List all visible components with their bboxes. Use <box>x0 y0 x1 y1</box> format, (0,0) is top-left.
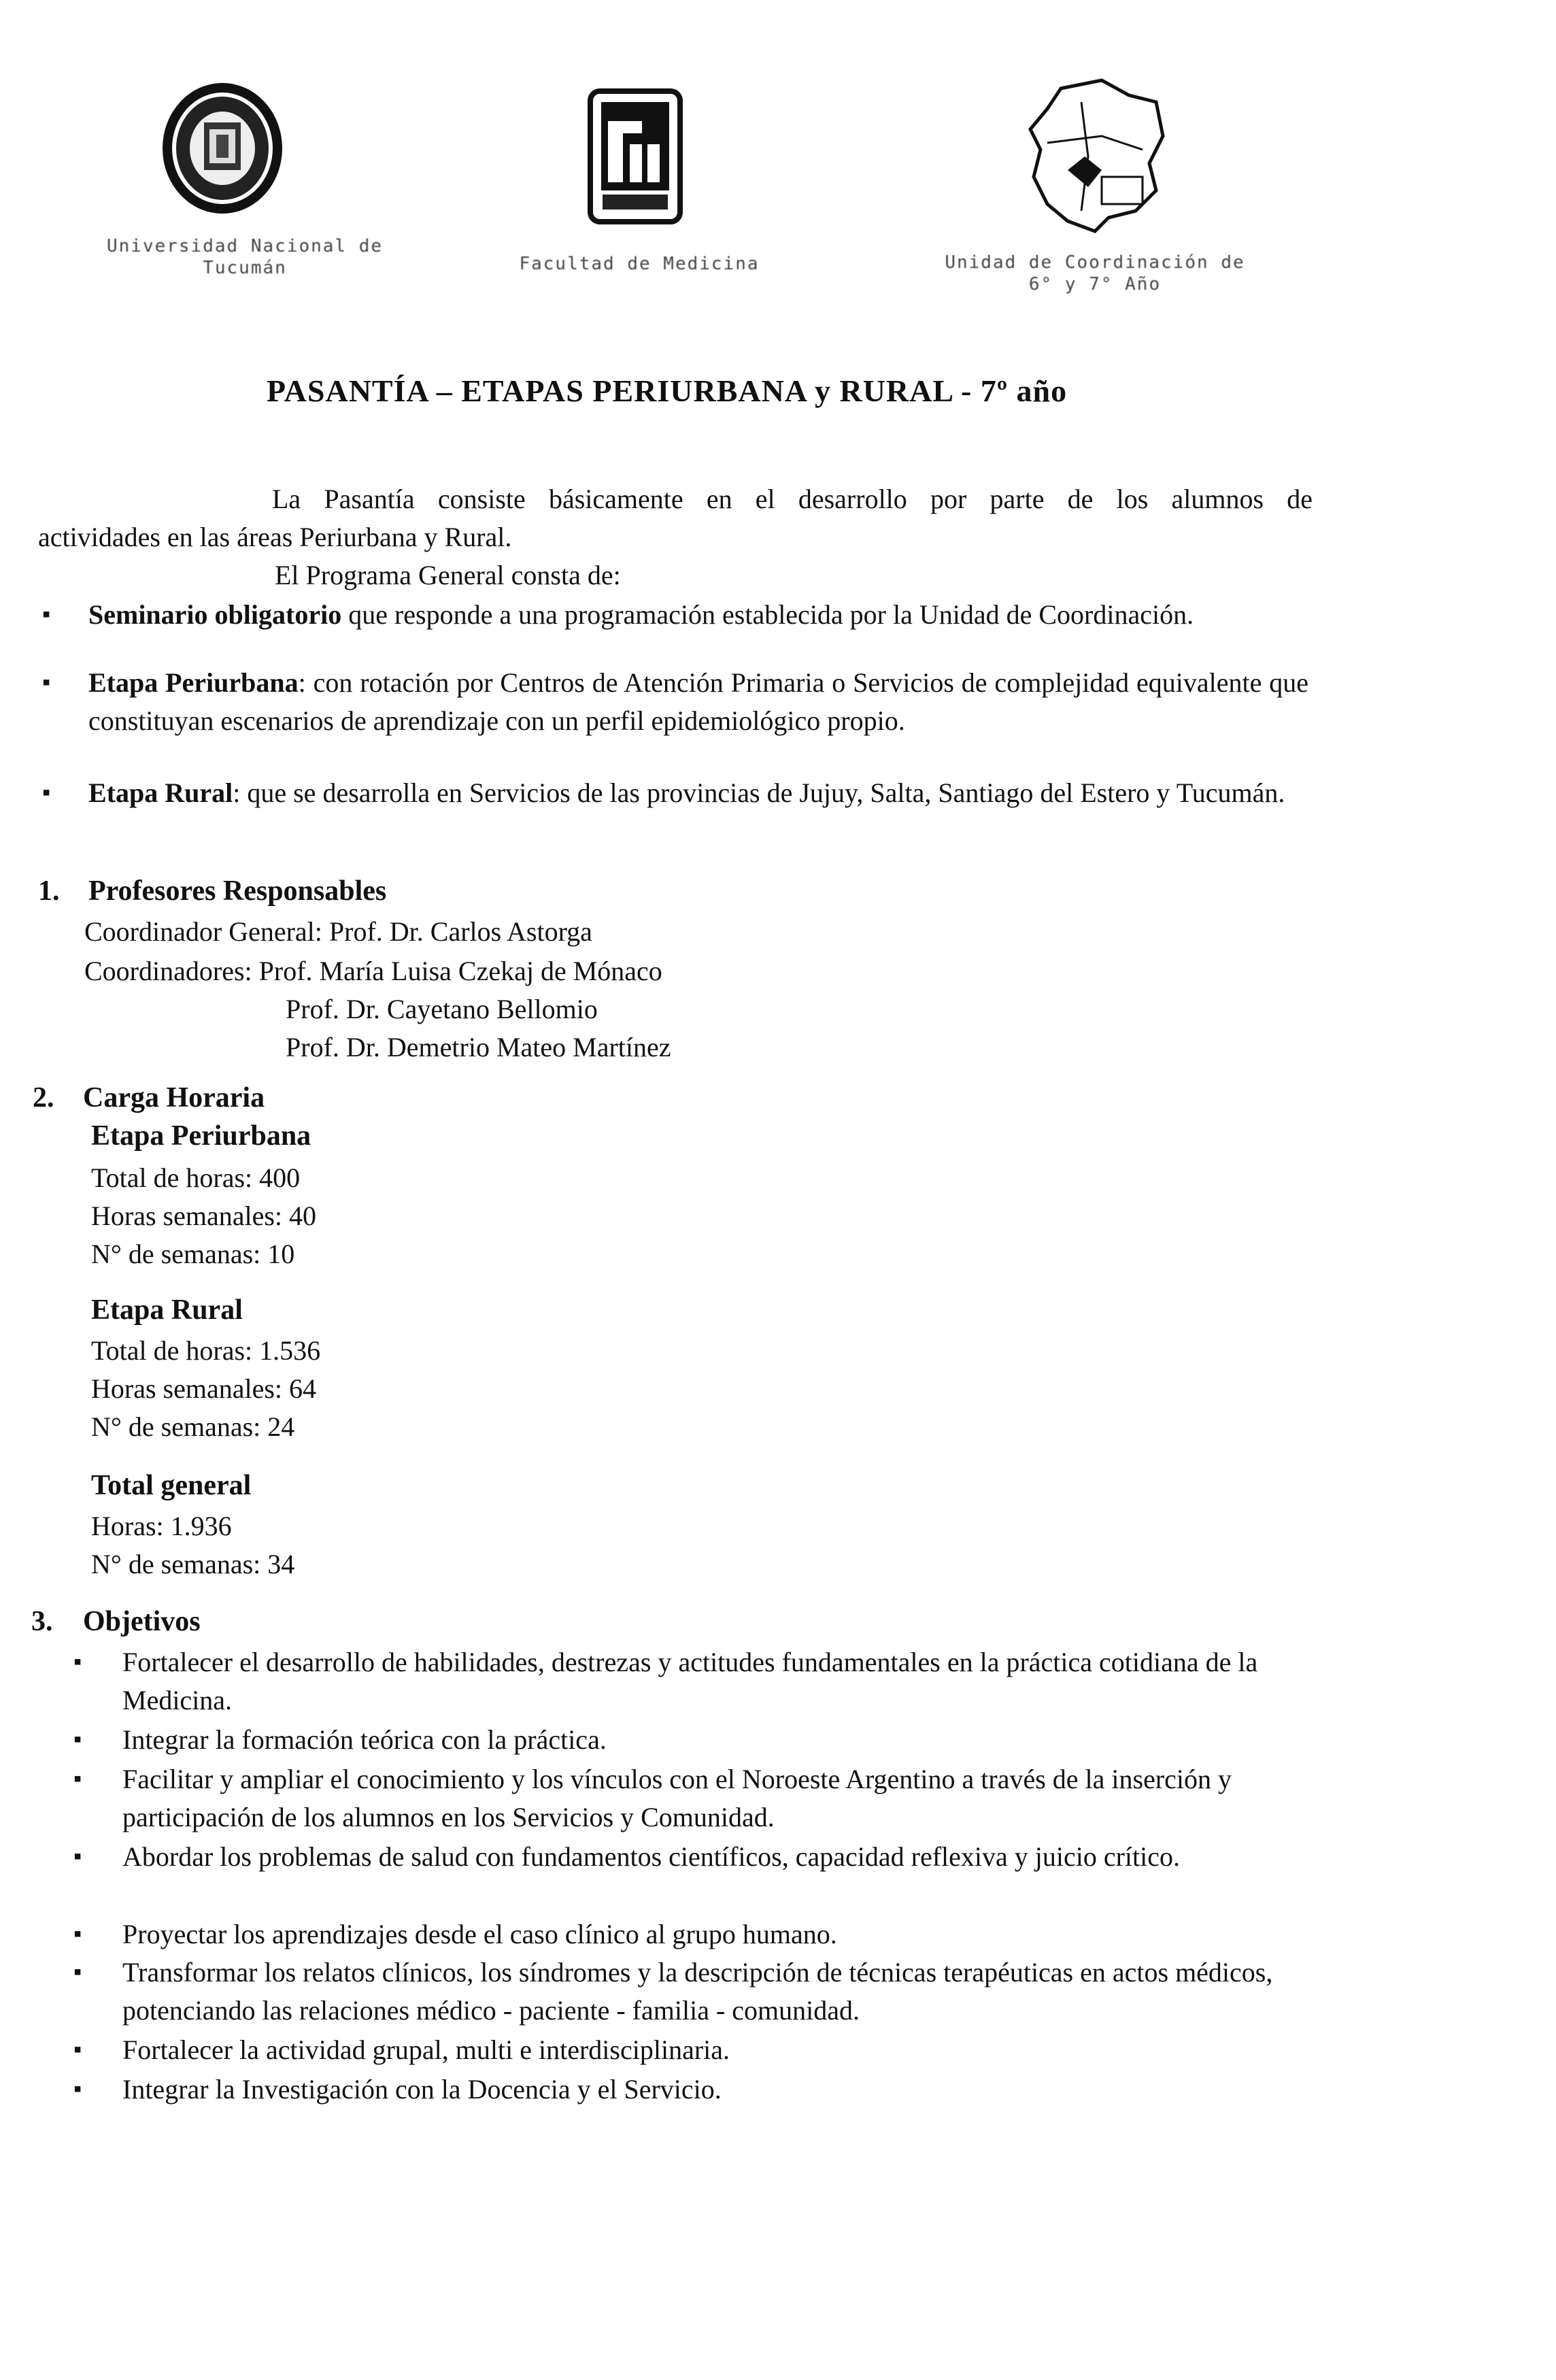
faculty-caption: Facultad de Medicina <box>519 254 760 274</box>
page-title: PASANTÍA – ETAPAS PERIURBANA y RURAL - 7º año <box>267 373 1068 408</box>
periurbana-heading: Etapa Periurbana <box>91 1120 311 1152</box>
section-3-number: 3. <box>31 1606 53 1637</box>
rural-total-hours: Total de horas: 1.536 <box>91 1335 321 1366</box>
objective-6-marker: ▪ <box>73 1960 82 1985</box>
total-weeks: N° de semanas: 34 <box>91 1549 295 1579</box>
objective-4-marker: ▪ <box>73 1844 82 1869</box>
objective-7: Fortalecer la actividad grupal, multi e interdisciplinaria. <box>122 2034 730 2065</box>
section-1-title: Profesores Responsables <box>88 875 387 907</box>
coordinator-general: Coordinador General: Prof. Dr. Carlos Astorga <box>84 916 592 947</box>
objective-3: Facilitar y ampliar el conocimiento y los vínculos con el Noroeste Argentino a través de la inserción y participación de los alumnos en los Servicios y Comunidad. <box>122 1764 1232 1832</box>
rural-weeks: N° de semanas: 24 <box>91 1411 295 1442</box>
objective-2: Integrar la formación teórica con la práctica. <box>122 1724 607 1755</box>
section-2-title: Carga Horaria <box>83 1082 265 1113</box>
objective-1-marker: ▪ <box>73 1649 82 1675</box>
periurbana-weekly-hours: Horas semanales: 40 <box>91 1201 317 1231</box>
program-item-periurbana-text: : con rotación por Centros de Atención Primaria o Servicios de complejidad equivalente que constituyan escenarios de aprendizaje con un perfil epidemiológico propio. <box>88 667 1308 736</box>
program-item-seminario <box>88 596 1308 634</box>
faculty-logo <box>588 88 683 224</box>
rural-heading: Etapa Rural <box>91 1294 243 1326</box>
objective-4: Abordar los problemas de salud con fundamentos científicos, capacidad reflexiva y juicio crítico. <box>122 1841 1181 1872</box>
bullet-2-marker: ▪ <box>42 670 51 695</box>
periurbana-total-hours: Total de horas: 400 <box>91 1162 301 1193</box>
program-item-periurbana-head: Etapa Periurbana <box>88 667 299 698</box>
objective-7-marker: ▪ <box>73 2037 82 2062</box>
objective-8: Integrar la Investigación con la Docencia y el Servicio. <box>122 2074 722 2105</box>
objective-1: Fortalecer el desarrollo de habilidades, destrezas y actitudes fundamentales en la práctica cotidiana de la Medicina. <box>122 1647 1258 1715</box>
section-3-title: Objetivos <box>83 1606 201 1637</box>
section-2-number: 2. <box>33 1082 54 1113</box>
region-map-logo <box>1020 75 1170 238</box>
coordination-unit-caption: Unidad de Coordinación de 6° y 7° Año <box>945 252 1245 295</box>
program-intro: El Programa General consta de: <box>275 560 621 590</box>
coordinators-line-2: Prof. Dr. Cayetano Bellomio <box>286 994 598 1024</box>
rural-weekly-hours: Horas semanales: 64 <box>91 1373 317 1404</box>
program-item-seminario-text: que responde a una programación establecida por la Unidad de Coordinación. <box>341 599 1194 630</box>
university-caption: Universidad Nacional de Tucumán <box>106 236 384 278</box>
total-heading: Total general <box>91 1470 252 1501</box>
intro-paragraph <box>38 480 1313 556</box>
intro-line-1: La Pasantía consiste básicamente en el desarrollo por parte de los alumnos de <box>272 484 1313 514</box>
program-item-rural-text: : que se desarrolla en Servicios de las provincias de Jujuy, Salta, Santiago del Estero y Tucumán. <box>233 777 1285 808</box>
objective-2-marker: ▪ <box>73 1727 82 1752</box>
coordinators-line-3: Prof. Dr. Demetrio Mateo Martínez <box>286 1032 671 1062</box>
objective-6: Transformar los relatos clínicos, los síndromes y la descripción de técnicas terapéuticas en actos médicos, potenciando las relaciones médico - paciente - familia - comunidad. <box>122 1957 1273 2026</box>
university-seal-logo <box>158 80 287 216</box>
objective-5-marker: ▪ <box>73 1922 82 1947</box>
program-item-rural-head: Etapa Rural <box>88 777 233 808</box>
objective-3-marker: ▪ <box>73 1766 82 1792</box>
periurbana-weeks: N° de semanas: 10 <box>91 1239 295 1269</box>
objective-5: Proyectar los aprendizajes desde el caso clínico al grupo humano. <box>122 1919 837 1949</box>
bullet-3-marker: ▪ <box>42 780 51 805</box>
coordinators-line-1: Coordinadores: Prof. María Luisa Czekaj de Mónaco <box>84 956 662 986</box>
section-1-number: 1. <box>38 875 60 907</box>
program-item-seminario-head: Seminario obligatorio <box>88 599 342 630</box>
program-item-periurbana <box>88 664 1308 740</box>
intro-line-2: actividades en las áreas Periurbana y Rural. <box>38 522 512 552</box>
program-item-rural <box>88 774 1308 812</box>
total-hours: Horas: 1.936 <box>91 1511 232 1541</box>
bullet-1-marker: ▪ <box>42 602 51 627</box>
objective-8-marker: ▪ <box>73 2077 82 2102</box>
